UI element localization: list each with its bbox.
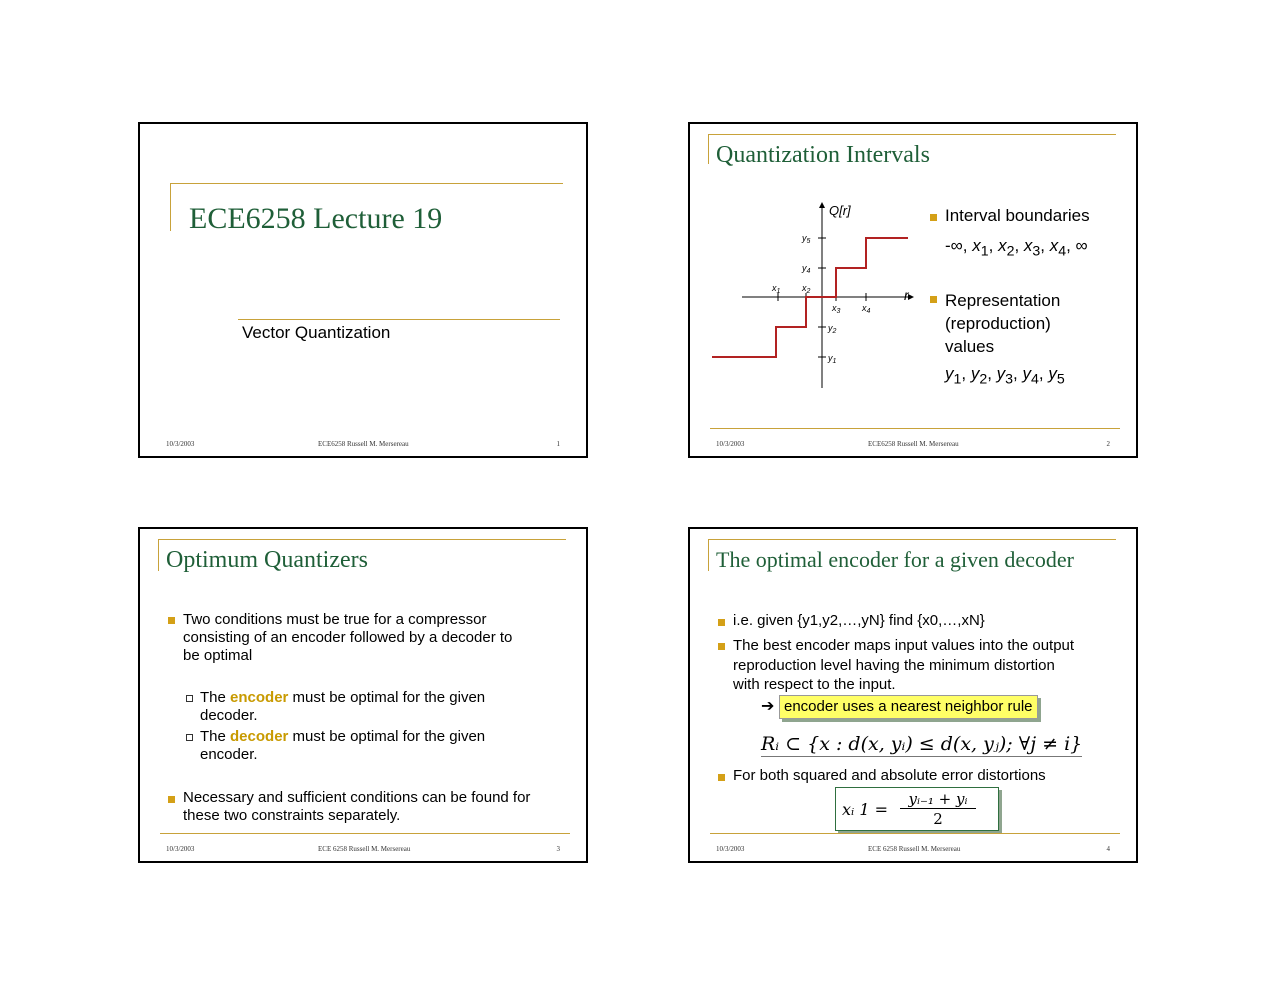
slide-title: The optimal encoder for a given decoder <box>716 547 1074 572</box>
sub2-line-2: encoder. <box>200 746 258 763</box>
encoder-highlight: encoder <box>230 689 289 706</box>
rep-line-2: (reproduction) <box>945 314 1051 333</box>
bullet-marker <box>168 617 175 624</box>
page-number: 4 <box>1106 845 1110 853</box>
slide-title: ECE6258 Lecture 19 <box>189 202 443 235</box>
bullet-marker <box>718 774 725 781</box>
sub-bullet-marker <box>186 695 193 702</box>
quantizer-step-graph <box>708 194 918 394</box>
bullet-necessary-sufficient <box>183 789 530 825</box>
bullet-best-encoder <box>733 636 1074 695</box>
bullet-representation <box>945 289 1060 358</box>
title-rule-vertical <box>170 183 171 231</box>
line-1: Two conditions must be true for a compressor <box>183 611 487 628</box>
footer-date: 10/3/2003 <box>166 440 195 448</box>
sub2-pre: The <box>200 728 231 745</box>
line-2: reproduction level having the minimum distortion <box>733 656 1055 674</box>
y2-label: $y_2$ <box>828 323 837 335</box>
title-rule <box>708 539 1116 540</box>
title-rule <box>158 539 566 540</box>
title-rule-vertical <box>708 134 709 164</box>
sub-bullet-encoder <box>200 689 485 725</box>
line-1: The best encoder maps input values into the output <box>733 637 1075 654</box>
slide-subtitle: Vector Quantization <box>242 323 391 342</box>
x-axis-label: r <box>904 287 909 303</box>
slide-4 <box>688 527 1138 863</box>
region-formula: Rᵢ ⊂ {x : d(x, yᵢ) ≤ d(x, yⱼ); ∀j ≠ i} <box>761 733 1083 755</box>
formula-lhs: xᵢ 1 = <box>842 800 888 819</box>
nearest-neighbor-highlight: encoder uses a nearest neighbor rule <box>779 695 1038 719</box>
y-axis-arrow <box>819 202 825 208</box>
page-number: 1 <box>556 440 560 448</box>
sub1-line-2: decoder. <box>200 707 258 724</box>
representation-values: $y_1$, $y_2$, $y_3$, $y_4$, $y_5$ <box>945 364 1065 388</box>
sub1-post: must be optimal for the given <box>288 689 486 706</box>
page-number: 3 <box>556 845 560 853</box>
footer-author: ECE6258 Russell M. Mersereau <box>318 440 409 448</box>
bullet-two-conditions <box>183 611 512 665</box>
y5-label: $y_5$ <box>802 233 811 245</box>
interval-boundaries-values: -∞, $x_1$, $x_2$, $x_3$, $x_4$, ∞ <box>945 236 1088 260</box>
line-1: Necessary and sufficient conditions can be found for <box>183 789 531 806</box>
formula-denominator: 2 <box>933 810 943 828</box>
footer-date: 10/3/2003 <box>716 440 745 448</box>
bullet-squared-absolute: For both squared and absolute error distortions <box>733 767 1046 784</box>
bullet-marker <box>718 643 725 650</box>
rep-line-1: Representation <box>945 291 1061 310</box>
line-2: consisting of an encoder followed by a decoder to <box>183 629 513 646</box>
y4-label: $y_4$ <box>802 263 811 275</box>
page-number: 2 <box>1106 440 1110 448</box>
decoder-highlight: decoder <box>230 728 289 745</box>
x2-label: $x_2$ <box>802 283 811 295</box>
formula-numerator: yᵢ₋₁ + yᵢ <box>900 790 976 809</box>
sub-bullet-marker <box>186 734 193 741</box>
line-2: these two constraints separately. <box>183 807 401 824</box>
sub2-post: must be optimal for the given <box>288 728 486 745</box>
line-3: with respect to the input. <box>733 676 896 693</box>
title-rule <box>708 134 1116 135</box>
title-rule-vertical <box>708 539 709 571</box>
bullet-marker <box>718 619 725 626</box>
bullet-interval-boundaries: Interval boundaries <box>945 206 1090 225</box>
slide-3 <box>138 527 588 863</box>
slide-2 <box>688 122 1138 458</box>
y1-label: $y_1$ <box>828 353 837 365</box>
sub1-pre: The <box>200 689 231 706</box>
rep-line-3: values <box>945 337 995 356</box>
midpoint-formula-box <box>835 787 999 831</box>
slide-1 <box>138 122 588 458</box>
title-rule-vertical <box>158 539 159 571</box>
footer-author: ECE 6258 Russell M. Mersereau <box>868 845 961 853</box>
bullet-given: i.e. given {y1,y2,…,yN} find {x0,…,xN} <box>733 612 985 629</box>
bullet-marker <box>930 214 937 221</box>
footer-author: ECE6258 Russell M. Mersereau <box>868 440 959 448</box>
x4-label: $x_4$ <box>862 303 871 315</box>
x3-label: $x_3$ <box>832 303 841 315</box>
footer-rule <box>710 833 1120 834</box>
line-3: be optimal <box>183 647 253 664</box>
subtitle-rule <box>238 319 560 320</box>
bullet-marker <box>930 296 937 303</box>
slide-title: Quantization Intervals <box>716 142 930 168</box>
arrow-icon: ➔ <box>761 698 775 715</box>
footer-date: 10/3/2003 <box>716 845 745 853</box>
x1-label: $x_1$ <box>772 283 781 295</box>
footer-author: ECE 6258 Russell M. Mersereau <box>318 845 411 853</box>
y-axis-label: Q[r] <box>829 203 851 218</box>
footer-rule <box>710 428 1120 429</box>
title-rule <box>170 183 563 184</box>
footer-rule <box>160 833 570 834</box>
slide-title: Optimum Quantizers <box>166 547 368 573</box>
bullet-marker <box>168 796 175 803</box>
x-axis-arrow <box>908 294 914 300</box>
sub-bullet-decoder <box>200 728 485 764</box>
footer-date: 10/3/2003 <box>166 845 195 853</box>
